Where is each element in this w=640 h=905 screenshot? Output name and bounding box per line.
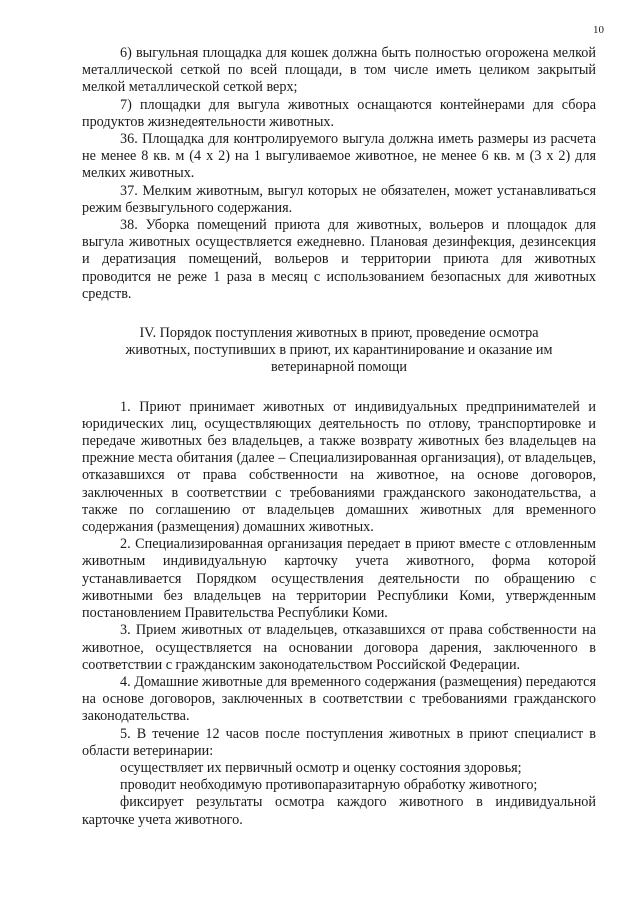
section-heading: IV. Порядок поступления животных в приют, проведение осмотра животных, поступивших в приют, их карантинирование и оказание им ветеринарной помощи xyxy=(125,325,553,376)
page-number: 10 xyxy=(593,24,604,36)
list-item: фиксирует результаты осмотра каждого животного в индивидуальной карточке учета животного. xyxy=(82,794,596,828)
document-body xyxy=(82,45,596,829)
paragraph: 37. Мелким животным, выгул которых не обязателен, может устанавливаться режим безвыгульного содержания. xyxy=(82,182,596,216)
paragraph: 4. Домашние животные для временного содержания (размещения) передаются на основе договоров, заключенных в соответствии с требованиями гражданского законодательства. xyxy=(82,673,596,725)
list-item: проводит необходимую противопаразитарную обработку животного; xyxy=(120,777,538,794)
paragraph: 1. Приют принимает животных от индивидуальных предпринимателей и юридических лиц, осуществляющих деятельность по отлову, транспортировке и передаче животных без владельцев, а также возврату животных без владельцев на прежние места обитания (далее – Специализированная организация), от владельцев, отказавшихся от права собственности на животное, на основе договоров, заключенных в соответствии с требованиями гражданского законодательства, а также по соглашению от владельцев домашних животных для временного содержания (размещения) домашних животных. xyxy=(82,398,596,536)
paragraph: 38. Уборка помещений приюта для животных, вольеров и площадок для выгула животных осуществляется ежедневно. Плановая дезинфекция, дезинсекция и дератизация помещений, вольеров и территории приюта для животных проводится не реже 1 раза в месяц с использованием безопасных для животных средств. xyxy=(82,217,596,302)
paragraph: 36. Площадка для контролируемого выгула должна иметь размеры из расчета не менее 8 кв. м (4 х 2) на 1 выгуливаемое животное, не менее 6 кв. м (3 х 2) для мелких животных. xyxy=(82,131,596,182)
paragraph: 6) выгульная площадка для кошек должна быть полностью огорожена мелкой металлической сеткой по всей площади, в том числе иметь целиком закрытый мелкой металлической сеткой верх; xyxy=(82,45,596,96)
paragraph: 7) площадки для выгула животных оснащаются контейнерами для сбора продуктов жизнедеятельности животных. xyxy=(82,96,596,130)
paragraph: 3. Прием животных от владельцев, отказавшихся от права собственности на животное, осуществляется на основании договора дарения, заключенного в соответствии с гражданским законодательством Российской Федерации. xyxy=(82,622,596,673)
list-item: осуществляет их первичный осмотр и оценку состояния здоровья; xyxy=(120,759,522,776)
paragraph: 2. Специализированная организация передает в приют вместе с отловленным животным индивидуальную карточку учета животного, форма которой устанавливается Порядком осуществления деятельности по обращению с животными без владельцев на территории Республики Коми, утвержденным постановлением Правительства Республики Коми. xyxy=(82,536,596,622)
paragraph: 5. В течение 12 часов после поступления животных в приют специалист в области ветеринарии: xyxy=(82,725,596,759)
